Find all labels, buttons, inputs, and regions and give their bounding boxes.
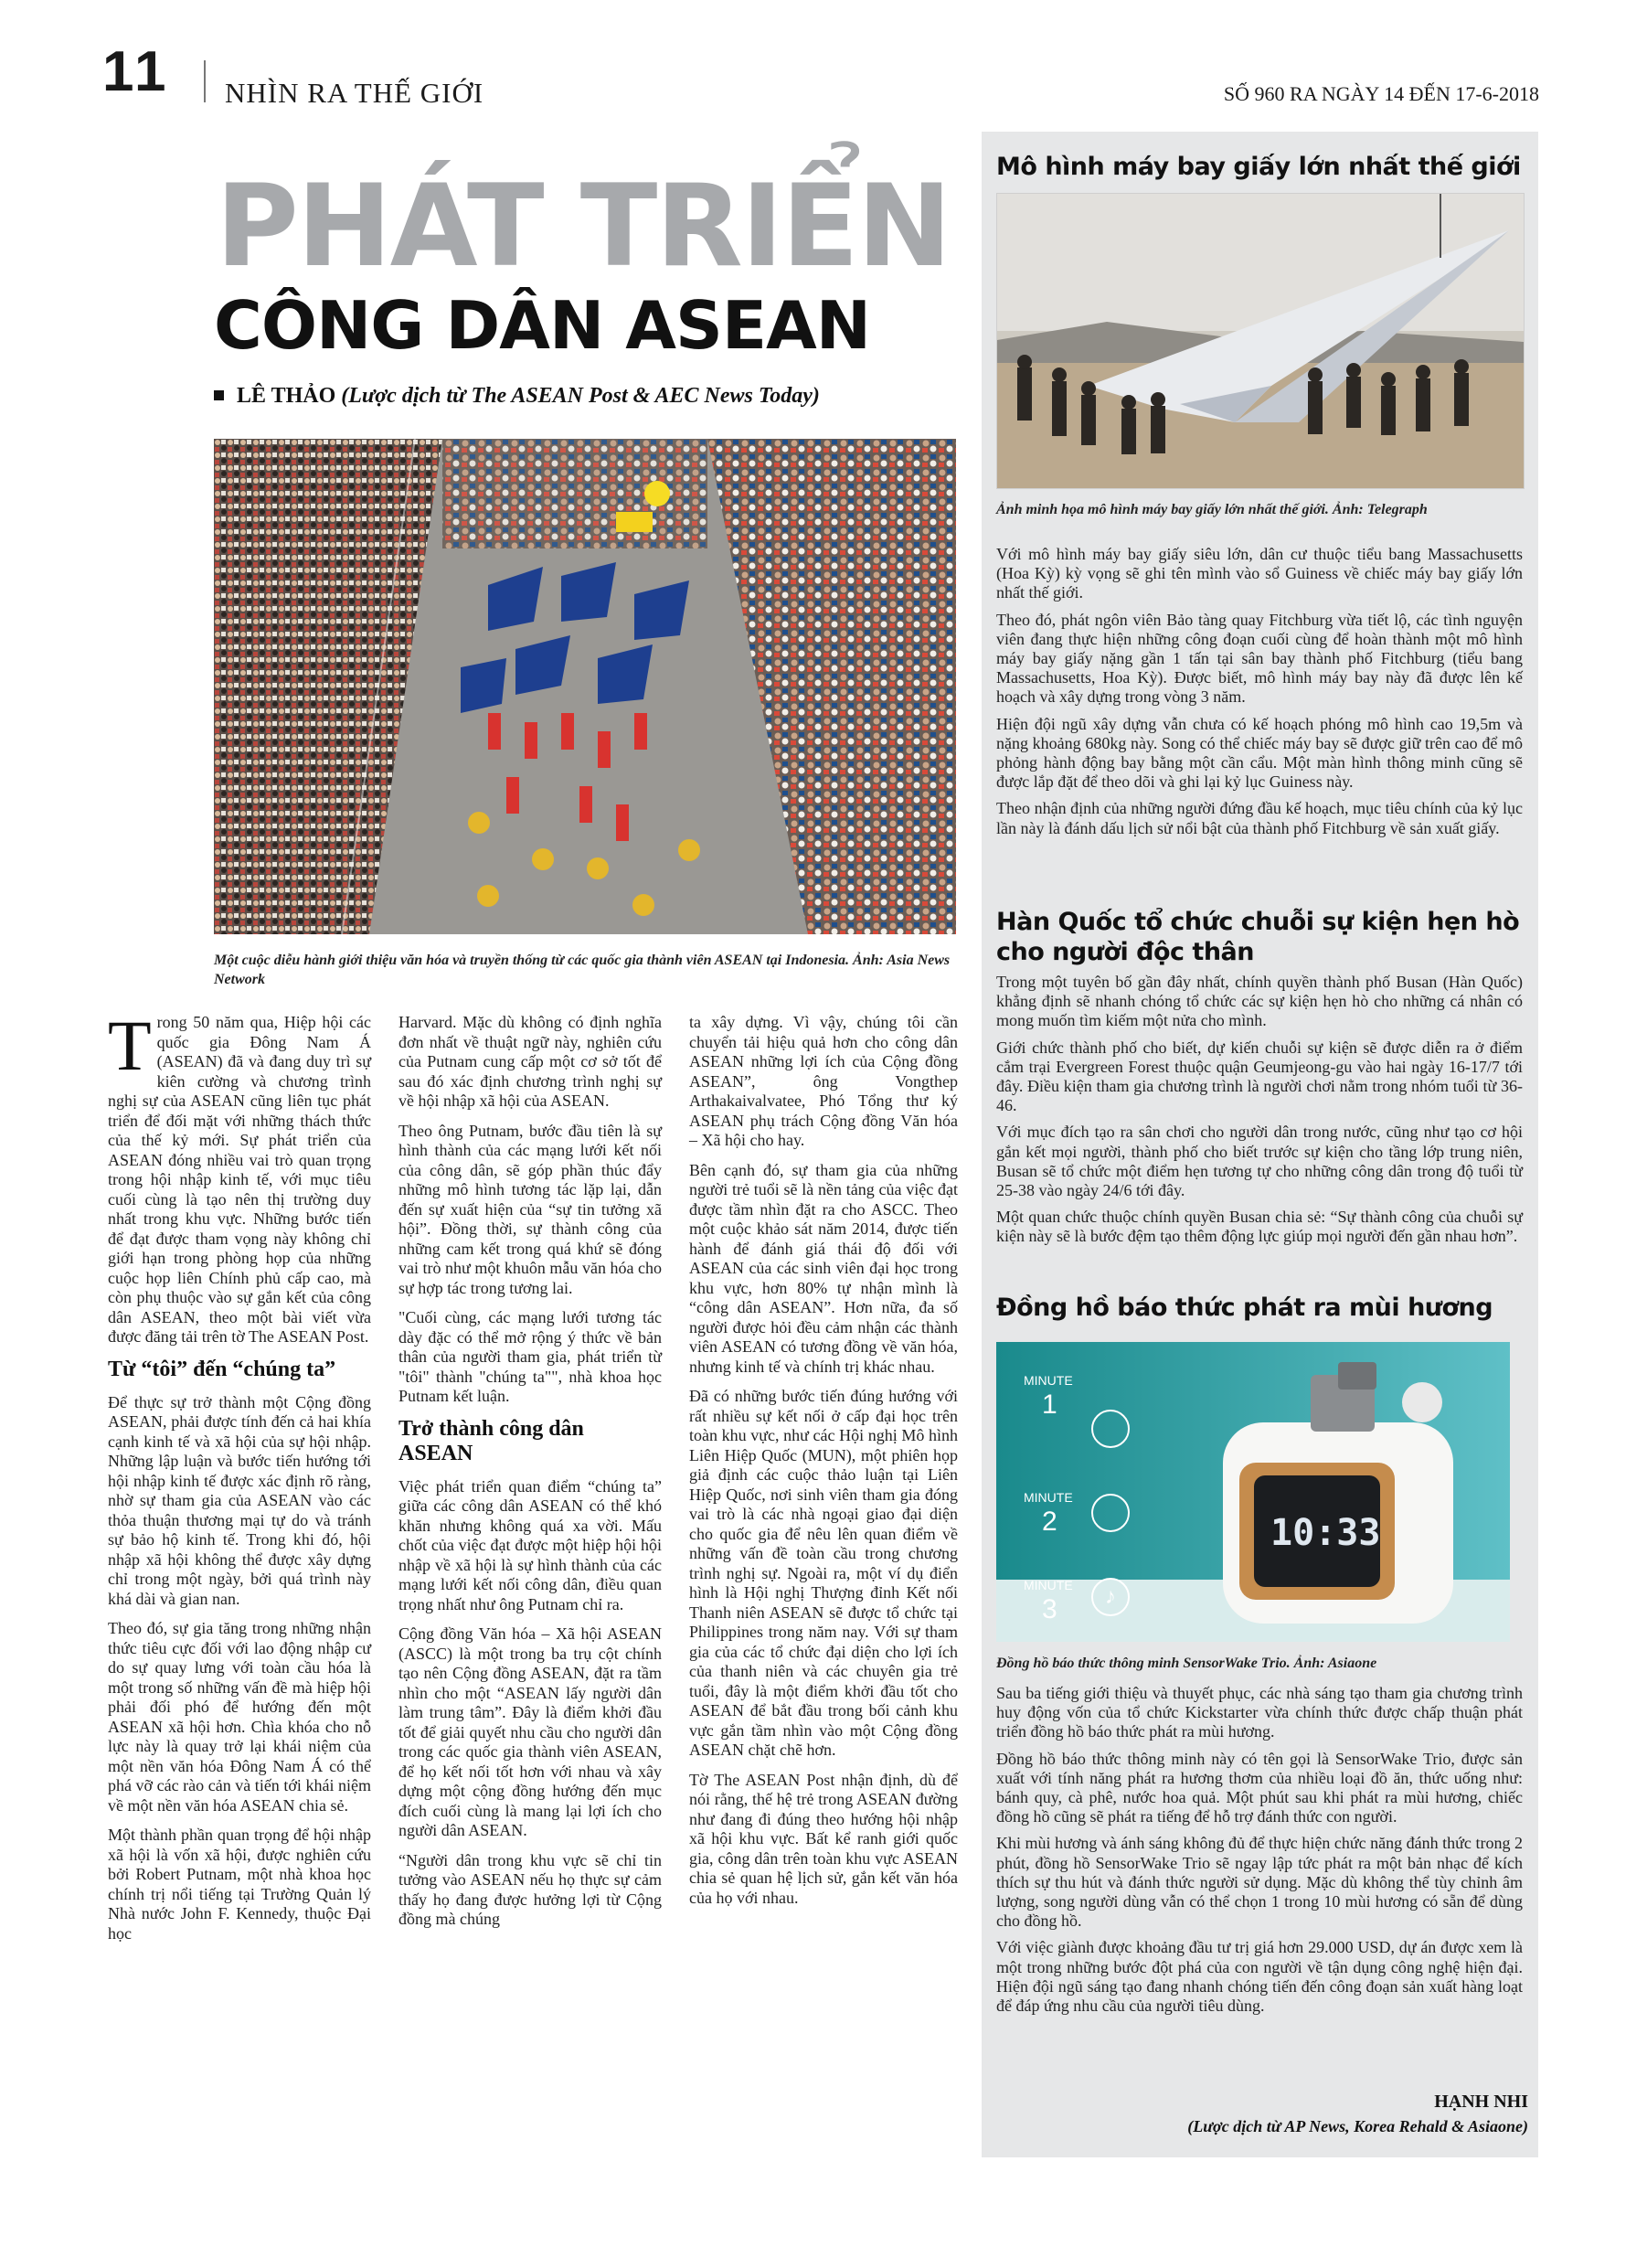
header-divider xyxy=(204,60,206,102)
paragraph: Đã có những bước tiến đúng hướng với rất nhiều sự kết nối ở cấp đại học trên toàn khu vực, như các Hội nghị Mô hình Liên Hiệp Quốc (MUN), một phiên họp giả định các cuộc thảo luận tại Liên Hiệp Quốc, nơi sinh viên tham gia đóng vai trò là các nhà ngoại giao đại diện cho quốc gia để nêu lên quan điểm về những vấn đề toàn cầu trong chương trình nghị sự. Ngoài ra, một ví dụ điển hình là Hội nghị Thượng đỉnh Kết nối Thanh niên ASEAN sẽ được tổ chức tại Philippines trong năm nay. Với sự tham gia của các tổ chức đại diện cho lợi ích của thanh niên và các chuyên gia trẻ tuổi, đây là một điểm khởi đầu tốt cho ASEAN để bắt đầu trong bối cảnh khu vực gắn tầm nhìn vào một Cộng đồng ASEAN chặt chẽ hơn. xyxy=(689,1387,958,1759)
paragraph: Tờ The ASEAN Post nhận định, dù để nói rằng, thế hệ trẻ trong ASEAN đường như đang đi đúng theo hướng hội nhập xã hội khu vực. Bất kể ranh giới quốc gia, công dân trên toàn khu vực ASEAN chia sẻ quan hệ lịch sử, gắn kết văn hóa của họ với nhau. xyxy=(689,1770,958,1907)
sidebar-source: (Lược dịch từ AP News, Korea Rehald & Asiaone) xyxy=(1187,2117,1528,2135)
minute-number-1: 1 xyxy=(1042,1390,1057,1420)
parade-photo xyxy=(214,439,956,934)
paragraph: Giới chức thành phố cho biết, dự kiến chuỗi sự kiện sẽ được diễn ra ở điểm cắm trại Evergreen Forest thuộc quận Geumjeong-gu vào hai ngày 16-17/7 tới đây. Điều kiện tham gia chương trình là người chơi nằm trong nhóm tuổi từ 36-46. xyxy=(996,1038,1523,1115)
drop-cap: T xyxy=(108,1006,152,1085)
issue-date: SỐ 960 RA NGÀY 14 ĐẾN 17-6-2018 xyxy=(1223,82,1539,105)
paper-plane-caption: Ảnh minh họa mô hình máy bay giấy lớn nhất thế giới. Ảnh: Telegraph xyxy=(996,502,1428,517)
sidebar-heading-paper-plane: Mô hình máy bay giấy lớn nhất thế giới xyxy=(996,153,1521,181)
paragraph: Khi mùi hương và ánh sáng không đủ để thực hiện chức năng đánh thức trong 2 phút, đồng hồ SensorWake Trio sẽ ngay lập tức phát ra một bản nhạc để kích thích sự thu hút và đánh thức người sử dụng. Mặc dù không thể tùy chỉnh âm lượng, song người dùng vẫn có thể chọn 1 trong 10 mùi hương có sẵn để dùng cho đồng hồ. xyxy=(996,1834,1523,1931)
minute-number-2: 2 xyxy=(1042,1507,1057,1537)
paragraph: Đồng hồ báo thức thông minh này có tên gọi là SensorWake Trio, được sản xuất với tính năng phát ra hương thơm của nhiều loại đồ ăn, thức uống như: bánh quy, cà phê, nước hoa quả. Một phút sau khi phát ra mùi hương, chiếc đồng hồ cũng sẽ phát ra tiếng để hỗ trợ đánh thức con người. xyxy=(996,1749,1523,1826)
nose-icon xyxy=(1091,1410,1130,1448)
sidebar-author: HẠNH NHI xyxy=(1434,2092,1528,2112)
minute-label-3: MINUTE xyxy=(1024,1578,1073,1592)
minute-number-3: 3 xyxy=(1042,1594,1057,1624)
paragraph: Với mục đích tạo ra sân chơi cho người dân trong nước, cũng như tạo cơ hội gắn kết mọi người, thành phố cho biết trước sự kiện cho tầng lớp trung niên, Busan sẽ tổ chức một điểm hẹn tương tự cho những công dân trong độ tuổi từ 25-38 vào ngày 24/6 tới đây. xyxy=(996,1123,1523,1200)
paragraph: Với việc giành được khoảng đầu tư trị giá hơn 29.000 USD, dự án được xem là một trong những bước đột phá của con người về tận dụng công nghệ hiện đại. Hiện đội ngũ sáng tạo đang nhanh chóng tiến đến công đoạn sản xuất hàng loạt để đáp ứng nhu cầu của người tiêu dùng. xyxy=(996,1938,1523,2016)
scent-clock-caption: Đồng hồ báo thức thông minh SensorWake Trio. Ảnh: Asiaone xyxy=(996,1656,1377,1671)
paragraph: Để thực sự trở thành một Cộng đồng ASEAN, phải được tính đến cả hai khía cạnh kinh tế và xã hội của sự hội nhập. Những lập luận và bước tiến hướng tới hội nhập kinh tế được xác định rõ ràng, nhờ sự tham gia của ASEAN vào các thỏa thuận thương mại tự do và tránh sự bảo hộ kinh tế. Trong khi đó, hội nhập xã hội không thể được xây dựng chỉ trong một ngày, bởi quá trình này khá dài và gian nan. xyxy=(108,1392,371,1608)
paragraph: Cộng đồng Văn hóa – Xã hội ASEAN (ASCC) là một trong ba trụ cột chính tạo nên Cộng đồng ASEAN, đặt ra tầm nhìn cho một “ASEAN lấy người dân làm trung tâm”. Đây là điểm khởi đầu tốt để giải quyết nhu cầu cho người dân trong các quốc gia thành viên ASEAN, để họ kết nối tốt hơn với nhau và xây dựng một cộng đồng hướng đến mục đích cuối cùng là mang lại lợi ích cho người dân ASEAN. xyxy=(398,1624,662,1839)
music-note-icon: ♪ xyxy=(1091,1578,1130,1616)
paper-plane-photo xyxy=(996,193,1525,489)
article-title-line1: PHÁT TRIỂN xyxy=(216,161,951,293)
minute-label-1: MINUTE xyxy=(1024,1373,1073,1388)
author-note: (Lược dịch từ The ASEAN Post & AEC News Today) xyxy=(341,384,820,408)
sidebar-heading-dating-events: Hàn Quốc tổ chức chuỗi sự kiện hẹn hò cho người độc thân xyxy=(996,908,1520,966)
article-title-line2: CÔNG DÂN ASEAN xyxy=(214,287,871,364)
paragraph: Với mô hình máy bay giấy siêu lớn, dân cư thuộc tiểu bang Massachusetts (Hoa Kỳ) kỳ vọng sẽ ghi tên mình vào sổ Guiness về chiếc máy bay giấy lớn nhất thế giới. xyxy=(996,545,1523,602)
paragraph: “Người dân trong khu vực sẽ chỉ tin tưởng vào ASEAN nếu họ thực sự cảm thấy họ đang được hưởng lợi từ Cộng đồng mà chúng xyxy=(398,1850,662,1928)
paragraph: Theo nhận định của những người đứng đầu kế hoạch, mục tiêu chính của kỷ lục lần này là đánh dấu lịch sử nổi bật của thành phố Fitchburg về sản xuất giấy. xyxy=(996,799,1523,837)
byline xyxy=(214,384,820,409)
light-icon xyxy=(1091,1494,1130,1532)
article-column-3 xyxy=(689,1013,958,1918)
photo-caption: Một cuộc diễu hành giới thiệu văn hóa và truyền thống từ các quốc gia thành viên ASEAN tại Indonesia. Ảnh: Asia News Network xyxy=(214,953,951,987)
article-column-2 xyxy=(398,1013,662,1940)
paragraph: Bên cạnh đó, sự tham gia của những người trẻ tuổi sẽ là nền tảng của việc đạt được tầm nhìn đặt ra cho ASCC. Theo một cuộc khảo sát năm 2014, được tiến hành để đánh giá thái độ đối với ASEAN của các sinh viên đại học trong khu vực, hơn 80% tự nhận mình là “công dân ASEAN”. Hơn nữa, đa số người được hỏi đều cảm nhận các thành viên ASEAN có tương đồng về văn hóa, nhưng kinh tế và chính trị khác nhau. xyxy=(689,1160,958,1376)
paragraph: Trong 50 năm qua, Hiệp hội các quốc gia Đông Nam Á (ASEAN) đã và đang duy trì sự kiên cường và chương trình nghị sự của ASEAN cũng liên tục phát triển để đối mặt với những thách thức của thế kỷ mới. Sự phát triển của ASEAN đóng nhiều vai trò quan trọng trong hội nhập kinh tế, với mục tiêu cuối cùng là tạo nên thị trường duy nhất trong khu vực. Những bước tiến để đạt được tham vọng này không chỉ giới hạn trong phòng họp của những cuộc họp liên Chính phủ cấp cao, mà còn phụ thuộc vào sự gắn kết của công dân ASEAN, theo một bài viết vừa được đăng tải trên tờ The ASEAN Post. xyxy=(108,1006,371,1346)
page-number: 11 xyxy=(102,40,170,103)
minute-label-2: MINUTE xyxy=(1024,1490,1073,1505)
paragraph: Một quan chức thuộc chính quyền Busan chia sẻ: “Sự thành công của chuỗi sự kiện này sẽ là bước đệm tạo thêm động lực giúp mọi người đến gần nhau hơn”. xyxy=(996,1208,1523,1246)
author-name: LÊ THẢO xyxy=(237,384,336,408)
paragraph: Theo ông Putnam, bước đầu tiên là sự hình thành của các mạng lưới kết nối của công dân, sẽ góp phần thúc đẩy những mô hình tương tác lặp lại, dẫn đến sự xuất hiện của “sự tin tưởng xã hội”. Đồng thời, sự thành công của những cam kết trong quá khứ sẽ đóng vai trò như một khuôn mẫu văn hóa cho sự hợp tác trong tương lai. xyxy=(398,1121,662,1297)
clock-display: 10:33 xyxy=(1270,1512,1381,1554)
subheading-tro-thanh-cong-dan: Trở thành công dân ASEAN xyxy=(398,1416,584,1465)
paragraph: Sau ba tiếng giới thiệu và thuyết phục, các nhà sáng tạo tham gia chương trình huy động vốn của tổ chức Kickstarter vừa chính thức được chấp thuận phát triển đồng hồ báo thức phát ra mùi hương. xyxy=(996,1684,1523,1741)
paragraph: Việc phát triển quan điểm “chúng ta” giữa các công dân ASEAN có thể khó khăn nhưng không quá xa vời. Mấu chốt của việc đạt được một hiệp hội hội nhập về xã hội là sự hình thành của các mạng lưới kết nối công dân, điều quan trọng nhất như ông Putnam chỉ ra. xyxy=(398,1476,662,1613)
paper-plane-story xyxy=(996,545,1523,846)
scent-clock-story xyxy=(996,1684,1523,2023)
paragraph: Theo đó, phát ngôn viên Bảo tàng quay Fitchburg vừa tiết lộ, các tình nguyện viên đang thực hiện những công đoạn cuối cùng để hoàn thành một mô hình máy bay giấy nặng gần 1 tấn tại sân bay thành phố Fitchburg (tiểu bang Massachusetts, Hoa Kỳ). Được biết, mô hình máy bay này đã được lên kế hoạch và xây dựng trong vòng 3 năm. xyxy=(996,610,1523,707)
scent-alarm-clock-photo xyxy=(996,1342,1510,1642)
paragraph: Trong một tuyên bố gần đây nhất, chính quyền thành phố Busan (Hàn Quốc) khẳng định sẽ nhanh chóng tổ chức các sự kiện hẹn hò cho những cá nhân có mong muốn tìm kiếm một nửa cho mình. xyxy=(996,973,1523,1030)
paragraph: Theo đó, sự gia tăng trong những nhận thức tiêu cực đối với lao động nhập cư do sự quay lưng với toàn cầu hóa là một trong số những vấn đề mà hiệp hội phải đối phó để hướng đến một ASEAN xã hội hơn. Chìa khóa cho nỗ lực này là quay trở lại khái niệm của một nền văn hóa Đông Nam Á có thể phá vỡ các rào cản và tiến tới khái niệm về một nền văn hóa ASEAN chia sẻ. xyxy=(108,1619,371,1815)
paragraph: ta xây dựng. Vì vậy, chúng tôi cần chuyển tải hiệu quả hơn cho công dân ASEAN những lợi ích của Cộng đồng ASEAN”, ông Vongthep Arthakaivalvatee, Phó Tổng thư ký ASEAN phụ trách Cộng đồng Văn hóa – Xã hội cho hay. xyxy=(689,1013,958,1149)
paragraph: Harvard. Mặc dù không có định nghĩa đơn nhất về thuật ngữ này, nghiên cứu của Putnam cung cấp một cơ sở tốt để sau đó xác định chương trình nghị sự về hội nhập xã hội của ASEAN. xyxy=(398,1013,662,1110)
byline-square-icon xyxy=(214,390,224,400)
paragraph: "Cuối cùng, các mạng lưới tương tác dày đặc có thể mở rộng ý thức về bản thân của người tham gia, phát triển từ "tôi" thành "chúng ta"", nhà khoa học Putnam kết luận. xyxy=(398,1308,662,1405)
paragraph: Một thành phần quan trọng để hội nhập xã hội là vốn xã hội, được nghiên cứu bởi Robert Putnam, một nhà khoa học chính trị nổi tiếng tại Trường Quản lý Nhà nước John F. Kennedy, thuộc Đại học xyxy=(108,1826,371,1943)
sidebar-heading-scent-clock: Đồng hồ báo thức phát ra mùi hương xyxy=(996,1294,1493,1322)
article-column-1 xyxy=(108,1006,371,1954)
dating-events-story xyxy=(996,973,1523,1254)
paragraph: Hiện đội ngũ xây dựng vẫn chưa có kế hoạch phóng mô hình cao 19,5m và nặng khoảng 680kg này. Song có thể chiếc máy bay sẽ được giữ trên cao để mô phỏng hành động bay bằng một cần cẩu. Một màn hình thông minh cũng sẽ được lắp đặt để theo dõi và ghi lại kỷ lục Guiness này. xyxy=(996,714,1523,792)
section-title: NHÌN RA THẾ GIỚI xyxy=(225,77,484,109)
subheading-toi-chung-ta: Từ “tôi” đến “chúng ta” xyxy=(108,1357,336,1381)
